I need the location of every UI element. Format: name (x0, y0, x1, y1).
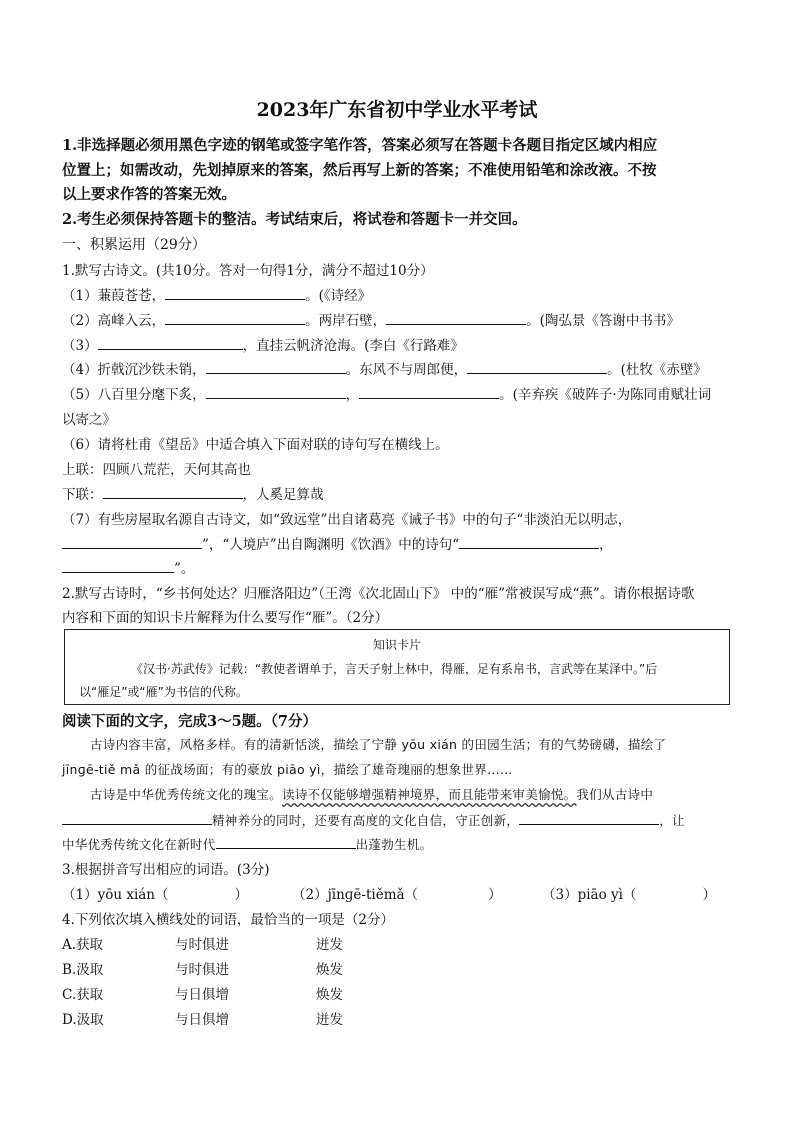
item-text: ”，“人境庐”出自陶渊明《饮酒》中的诗句“ (202, 537, 460, 553)
item-text: ， (599, 537, 613, 553)
choice-word: 焕发 (316, 962, 343, 978)
note-line: 位置上；如需改动，先划掉原来的答案，然后再写上新的答案；不准使用铅笔和涂改液。不按 (62, 162, 657, 179)
choice-word: 焕发 (316, 987, 343, 1003)
fill-item-7 (62, 533, 613, 553)
question-stem: 3.根据拼音写出相应的词语。(3分) (62, 862, 270, 878)
couplet-lower (62, 483, 324, 503)
item-text: 下联： (62, 487, 103, 503)
reading-text: 出蓬勃生机。 (355, 837, 433, 852)
item-text: 。两岸石壁， (305, 313, 387, 329)
item-text: ，直挂云帆济沧海。(李白《行路难》 (242, 338, 464, 354)
question-stem: 内容和下面的知识卡片解释为什么要写作“雁”。（2分） (62, 610, 389, 626)
answer-blank[interactable] (519, 810, 659, 825)
choice-word: 与时俱进 (175, 937, 229, 953)
reading-heading: 阅读下面的文字，完成3～5题。（7分） (62, 713, 318, 730)
answer-blank[interactable] (103, 484, 243, 499)
question-stem: 2.默写古诗时，“乡书何处达？归雁洛阳边”（王湾《次北固山下》 中的“雁”常被误写成“燕”。请你根据诗歌 (62, 586, 695, 602)
item-text: （1）蒹葭苍苍， (62, 288, 166, 304)
reading-text: 古诗内容丰富，风格多样。有的清新恬淡，描绘了宁静 yōu xián 的田园生活；有的气势磅礴，描绘了 (90, 737, 667, 752)
bracket: ） (234, 887, 249, 903)
wavy-underlined-sentence: 读诗不仅能够增强精神境界，而且能带来审美愉悦。 (282, 787, 577, 802)
item-text: （5）八百里分麾下炙， (62, 387, 206, 403)
item-text: （3） (62, 338, 98, 354)
item-text: （2）高峰入云， (62, 313, 166, 329)
choice-label[interactable]: A.获取 (62, 937, 104, 953)
fill-item-1 (62, 284, 371, 304)
choice-word: 与日俱增 (175, 987, 229, 1003)
fill-item-2 (62, 309, 680, 329)
answer-blank[interactable] (459, 534, 599, 549)
answer-blank[interactable] (98, 335, 243, 350)
reading-paragraph (90, 785, 653, 803)
item-text: 。东风不与周郎便， (345, 362, 468, 378)
reading-text: 中华优秀传统文化在新时代 (62, 837, 216, 852)
item-text: （4）折戟沉沙铁未销， (62, 362, 206, 378)
bracket: ） (702, 887, 716, 903)
fill-item-3 (62, 334, 464, 354)
item-text: ， (345, 387, 360, 403)
reading-text: 精神养分的同时，还要有高度的文化自信，守正创新， (212, 813, 520, 828)
answer-blank[interactable] (62, 558, 174, 573)
item-text: 。(《诗经》 (305, 288, 372, 304)
choice-word: 迸发 (316, 937, 343, 953)
card-text: 《汉书·苏武传》记载：“教使者谓单于，言天子射上林中，得雁，足有系帛书，言武等在某泽中。”后 (131, 662, 658, 676)
pinyin-option-2 (292, 883, 502, 903)
item-text: 以寄之》 (62, 412, 116, 428)
reading-text: ，让 (659, 813, 685, 828)
question-stem: 4.下列依次填入横线处的词语，最恰当的一项是（2分） (62, 912, 394, 928)
fill-item-7b (62, 557, 194, 577)
card-text: 以“雁足”或“雁”为书信的代称。 (79, 685, 248, 699)
bracket: ） (488, 887, 502, 903)
answer-blank[interactable] (467, 359, 607, 374)
couplet-upper: 上联：四顾八荒茫，天何其高也 (62, 462, 251, 478)
question-stem: 1.默写古诗文。(共10分。答对一句得1分，满分不超过10分） (62, 263, 434, 279)
choice-label[interactable]: D.汲取 (62, 1012, 104, 1028)
reading-text: 古诗是中华优秀传统文化的瑰宝。 (90, 787, 283, 802)
reading-text: 我们从古诗中 (576, 787, 654, 802)
answer-blank[interactable] (62, 810, 212, 825)
choice-word: 与时俱进 (175, 962, 229, 978)
option-label: （1）yōu xián（ (62, 887, 169, 903)
answer-blank[interactable] (359, 384, 499, 399)
answer-blank[interactable] (165, 285, 305, 300)
knowledge-card (64, 629, 730, 705)
card-title: 知识卡片 (372, 638, 421, 652)
choice-label[interactable]: B.汲取 (62, 962, 104, 978)
item-text: 。(辛弃疾《破阵子·为陈同甫赋壮词 (499, 387, 712, 403)
fill-item-5 (62, 383, 711, 403)
option-label: （3）piāo yì（ (542, 887, 637, 903)
item-text: ”。 (174, 561, 195, 577)
note-line: 以上要求作答的答案无效。 (62, 186, 236, 203)
answer-blank[interactable] (206, 384, 346, 399)
item-text: ，人奚足算哉 (242, 487, 324, 503)
reading-text: jīnɡē-tiě mǎ 的征战场面；有的豪放 piāo yì，描绘了雄奇瑰丽的想象世界…… (62, 762, 513, 777)
pinyin-option-1 (62, 883, 248, 903)
item-text: （6）请将杜甫《望岳》中适合填入下面对联的诗句写在横线上。 (62, 437, 449, 453)
fill-item-4 (62, 358, 707, 378)
answer-blank[interactable] (216, 834, 356, 849)
answer-blank[interactable] (165, 310, 305, 325)
section-heading: 一、积累运用（29分） (62, 237, 206, 253)
reading-line (62, 834, 432, 853)
pinyin-option-3 (542, 883, 716, 903)
reading-line (62, 810, 685, 829)
item-text: 。(杜牧《赤壁》 (607, 362, 707, 378)
option-label: （2）jīnɡē-tiěmǎ（ (292, 887, 419, 903)
exam-title: 2023年广东省初中学业水平考试 (256, 99, 538, 121)
choice-word: 迸发 (316, 1012, 343, 1028)
item-text: （7）有些房屋取名源自古诗文，如“致远堂”出自诸葛亮《诫子书》中的句子“非淡泊无以明志， (62, 512, 632, 528)
choice-word: 与日俱增 (175, 1012, 229, 1028)
answer-blank[interactable] (206, 359, 346, 374)
answer-blank[interactable] (386, 310, 526, 325)
note-line: 1.非选择题必须用黑色字迹的钢笔或签字笔作答，答案必须写在答题卡各题目指定区域内相应 (62, 137, 658, 154)
item-text: 。(陶弘景《答谢中书书》 (526, 313, 680, 329)
answer-blank[interactable] (62, 534, 202, 549)
choice-label[interactable]: C.获取 (62, 987, 104, 1003)
note-line: 2.考生必须保持答题卡的整洁。考试结束后，将试卷和答题卡一并交回。 (62, 211, 527, 228)
